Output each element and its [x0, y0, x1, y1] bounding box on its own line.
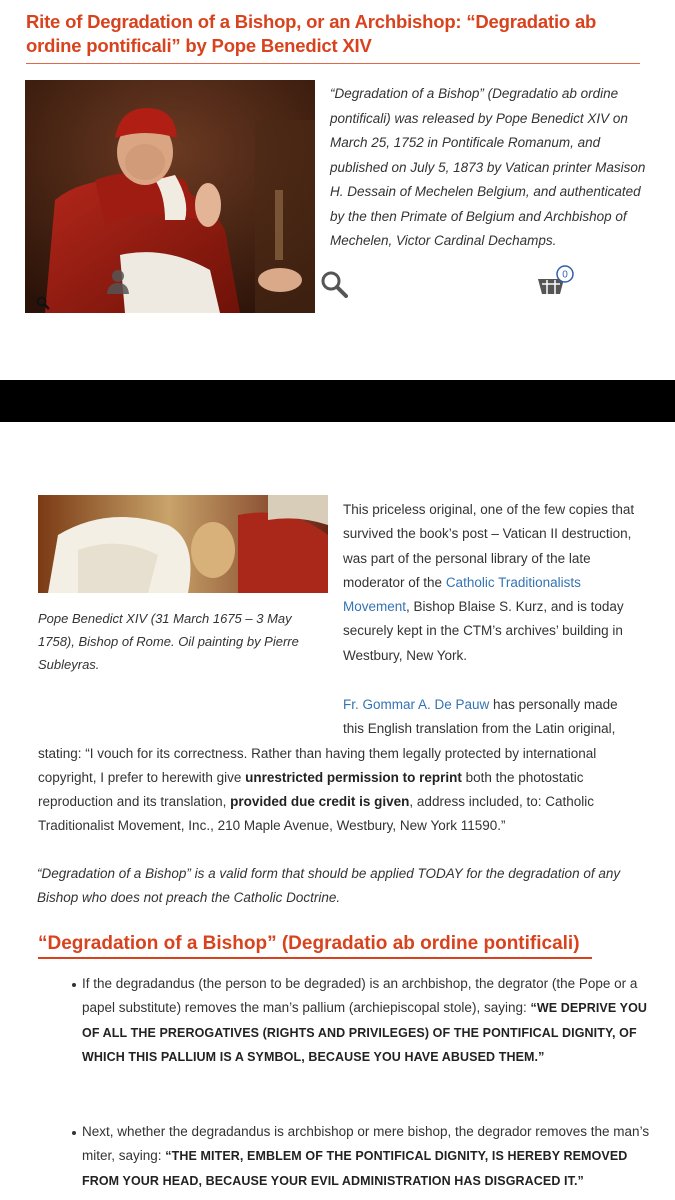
section-heading: “Degradation of a Bishop” (Degradatio ab ordine pontificali) — [38, 933, 580, 954]
author-link[interactable]: Fr. Gommar A. De Pauw — [343, 697, 490, 712]
painting-caption: Pope Benedict XIV (31 March 1675 – 3 May 1758), Bishop of Rome. Oil painting by Pierre Subleyras. — [38, 611, 299, 672]
list-item-text: Next, whether the degradandus is archbishop or mere bishop, the degrador removes the man’s miter, saying: — [82, 1124, 650, 1164]
list-item — [82, 972, 652, 1069]
heading-underline — [38, 957, 592, 959]
cart-count-badge: 0 — [562, 269, 568, 281]
search-icon[interactable] — [320, 270, 348, 303]
search-icon[interactable] — [36, 296, 50, 315]
person-icon[interactable] — [106, 268, 130, 299]
title-divider — [26, 63, 640, 64]
validity-paragraph: “Degradation of a Bishop” is a valid form that should be applied TODAY for the degradation of any Bishop who does not preach the Catholic Doctrine. — [37, 866, 621, 906]
paragraph-text: , address included, to: Catholic Traditionalist Movement, Inc., 210 Maple Avenue, Westbury, New York 11590.” — [38, 794, 595, 834]
black-divider-band — [0, 380, 675, 422]
bullet-marker — [72, 1131, 76, 1135]
translation-paragraph — [38, 693, 650, 839]
cart-icon — [536, 264, 580, 300]
paragraph-text: both the photostatic reproduction and its translation, — [38, 769, 584, 810]
bullet-marker — [72, 983, 76, 987]
portrait-painting-image — [25, 80, 315, 313]
original-copy-paragraph — [343, 498, 648, 668]
list-item-quote: “THE MITER, EMBLEM OF THE PONTIFICAL DIGNITY, IS HEREBY REMOVED FROM YOUR HEAD, BECAUSE YOUR EVIL ADMINISTRATION HAS DISGRACED IT.” — [82, 1149, 628, 1188]
ctm-link[interactable]: Catholic Traditionalists Movement — [343, 574, 581, 615]
list-item-text: If the degradandus (the person to be degraded) is an archbishop, the degrator (the Pope or a papel substitute) removes the man’s pallium (archiepiscopal stole), saying: — [82, 976, 638, 1016]
list-item-quote: “WE DEPRIVE YOU OF ALL THE PREROGATIVES (RIGHTS AND PRIVILEGES) OF THE PONTIFICAL DIGNITY, OF WHICH THIS PALLIUM IS A SYMBOL, BECAUSE YOU HAVE ABUSED THEM.” — [82, 1001, 648, 1064]
portrait-description: “Degradation of a Bishop” (Degradatio ab ordine pontificali) was released by Pope Benedict XIV on March 25, 1752 in Pontificale Romanum, and published on July 5, 1873 by Vatican printer Masison H. Dessain of Mechelen Belgium, and authenticated by the then Primate of Belgium and Archbishop of Mechelen, Victor Cardinal Dechamps. — [330, 86, 646, 248]
paragraph-text: stating: “I vouch for its correctness. Rather than having them legally protected by international copyright, I prefer to herewith give — [38, 745, 597, 785]
paragraph-text: this English translation from the Latin original, — [343, 721, 616, 737]
article-title: Rite of Degradation of a Bishop, or an Archbishop: “Degradatio ab ordine pontificali” by Pope Benedict XIV — [26, 11, 597, 56]
emphasis-text: unrestricted permission to reprint — [245, 769, 462, 785]
paragraph-text: , Bishop Blaise S. Kurz, and is today securely kept in the CTM’s archives’ building in Westbury, New York. — [343, 599, 624, 663]
paragraph-text: This priceless original, one of the few copies that survived the book’s post – Vatican II destruction, was part of the personal library of the late moderator of the — [343, 502, 635, 590]
shopping-cart-button[interactable] — [536, 264, 580, 305]
painting-detail-image — [38, 495, 328, 593]
emphasis-text: provided due credit is given — [230, 794, 410, 810]
list-item — [82, 1120, 652, 1193]
paragraph-text: has personally made — [489, 697, 618, 712]
